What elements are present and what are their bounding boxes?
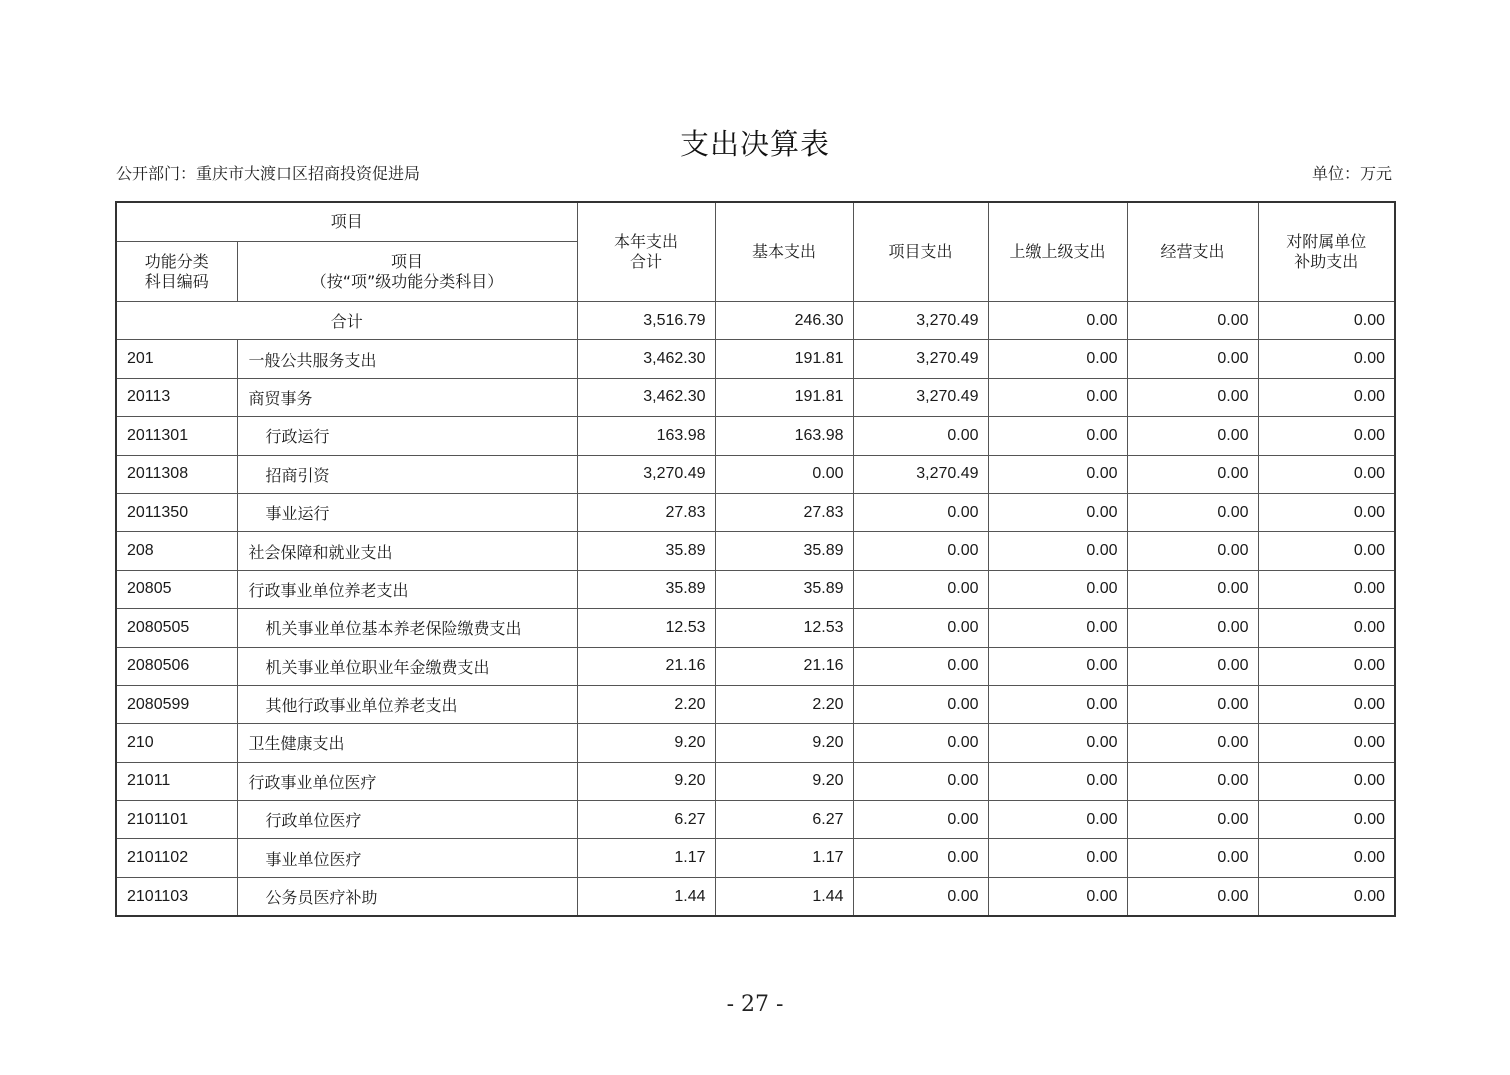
row-total: 3,270.49 xyxy=(577,455,715,493)
row-code: 20113 xyxy=(116,378,237,416)
row-name: 事业运行 xyxy=(237,493,577,531)
row-total: 2.20 xyxy=(577,685,715,723)
row-name: 机关事业单位基本养老保险缴费支出 xyxy=(237,609,577,647)
table-row xyxy=(116,762,1395,800)
row-business: 0.00 xyxy=(1127,455,1258,493)
row-total: 1.17 xyxy=(577,839,715,877)
row-project: 3,270.49 xyxy=(853,340,988,378)
item-group-header: 项目 xyxy=(116,202,577,242)
row-basic: 21.16 xyxy=(715,647,853,685)
total-business: 0.00 xyxy=(1127,302,1258,340)
row-basic: 2.20 xyxy=(715,685,853,723)
row-upper: 0.00 xyxy=(988,762,1127,800)
total-upper: 0.00 xyxy=(988,302,1127,340)
row-subsidy: 0.00 xyxy=(1258,685,1395,723)
table-row xyxy=(116,378,1395,416)
row-business: 0.00 xyxy=(1127,724,1258,762)
row-project: 0.00 xyxy=(853,417,988,455)
row-project: 0.00 xyxy=(853,609,988,647)
row-basic: 12.53 xyxy=(715,609,853,647)
row-basic: 6.27 xyxy=(715,801,853,839)
row-total: 3,462.30 xyxy=(577,378,715,416)
row-subsidy: 0.00 xyxy=(1258,877,1395,916)
row-code: 2080506 xyxy=(116,647,237,685)
row-code: 2011308 xyxy=(116,455,237,493)
row-basic: 191.81 xyxy=(715,340,853,378)
row-subsidy: 0.00 xyxy=(1258,647,1395,685)
code-header: 功能分类 科目编码 xyxy=(116,242,237,302)
total-project: 3,270.49 xyxy=(853,302,988,340)
row-subsidy: 0.00 xyxy=(1258,801,1395,839)
row-project: 0.00 xyxy=(853,570,988,608)
row-subsidy: 0.00 xyxy=(1258,724,1395,762)
row-business: 0.00 xyxy=(1127,609,1258,647)
row-total: 9.20 xyxy=(577,762,715,800)
row-code: 2080599 xyxy=(116,685,237,723)
row-basic: 1.17 xyxy=(715,839,853,877)
row-upper: 0.00 xyxy=(988,493,1127,531)
upper-header: 上缴上级支出 xyxy=(988,202,1127,302)
row-business: 0.00 xyxy=(1127,417,1258,455)
row-upper: 0.00 xyxy=(988,724,1127,762)
row-name: 行政事业单位医疗 xyxy=(237,762,577,800)
table-row xyxy=(116,340,1395,378)
row-project: 3,270.49 xyxy=(853,378,988,416)
table-row xyxy=(116,532,1395,570)
table-row xyxy=(116,647,1395,685)
row-project: 0.00 xyxy=(853,724,988,762)
row-upper: 0.00 xyxy=(988,877,1127,916)
row-project: 0.00 xyxy=(853,685,988,723)
row-name: 招商引资 xyxy=(237,455,577,493)
department-label: 公开部门：重庆市大渡口区招商投资促进局 xyxy=(116,164,421,183)
page-title: 支出决算表 xyxy=(679,127,830,161)
row-subsidy: 0.00 xyxy=(1258,609,1395,647)
row-name: 行政单位医疗 xyxy=(237,801,577,839)
row-code: 201 xyxy=(116,340,237,378)
row-total: 6.27 xyxy=(577,801,715,839)
row-code: 210 xyxy=(116,724,237,762)
row-business: 0.00 xyxy=(1127,647,1258,685)
row-name: 一般公共服务支出 xyxy=(237,340,577,378)
total-header: 本年支出 合计 xyxy=(577,202,715,302)
total-subsidy: 0.00 xyxy=(1258,302,1395,340)
unit-label: 单位：万元 xyxy=(1311,164,1392,183)
row-upper: 0.00 xyxy=(988,340,1127,378)
table-row xyxy=(116,839,1395,877)
row-upper: 0.00 xyxy=(988,417,1127,455)
row-basic: 35.89 xyxy=(715,532,853,570)
row-total: 12.53 xyxy=(577,609,715,647)
row-name: 公务员医疗补助 xyxy=(237,877,577,916)
row-code: 2101102 xyxy=(116,839,237,877)
row-name: 商贸事务 xyxy=(237,378,577,416)
row-project: 0.00 xyxy=(853,532,988,570)
row-total: 1.44 xyxy=(577,877,715,916)
row-basic: 35.89 xyxy=(715,570,853,608)
row-code: 2101101 xyxy=(116,801,237,839)
row-total: 21.16 xyxy=(577,647,715,685)
total-label: 合计 xyxy=(116,302,577,340)
business-header: 经营支出 xyxy=(1127,202,1258,302)
row-code: 2011301 xyxy=(116,417,237,455)
row-code: 2101103 xyxy=(116,877,237,916)
row-basic: 1.44 xyxy=(715,877,853,916)
row-name: 卫生健康支出 xyxy=(237,724,577,762)
row-upper: 0.00 xyxy=(988,570,1127,608)
row-code: 21011 xyxy=(116,762,237,800)
project-header: 项目支出 xyxy=(853,202,988,302)
row-project: 0.00 xyxy=(853,877,988,916)
table-row xyxy=(116,609,1395,647)
table-row xyxy=(116,493,1395,531)
row-total: 27.83 xyxy=(577,493,715,531)
row-upper: 0.00 xyxy=(988,455,1127,493)
row-subsidy: 0.00 xyxy=(1258,532,1395,570)
row-business: 0.00 xyxy=(1127,532,1258,570)
row-business: 0.00 xyxy=(1127,493,1258,531)
row-subsidy: 0.00 xyxy=(1258,762,1395,800)
table-row xyxy=(116,570,1395,608)
page-number: - 27 - xyxy=(726,992,784,1017)
row-project: 0.00 xyxy=(853,647,988,685)
row-business: 0.00 xyxy=(1127,685,1258,723)
row-business: 0.00 xyxy=(1127,839,1258,877)
row-business: 0.00 xyxy=(1127,801,1258,839)
row-total: 163.98 xyxy=(577,417,715,455)
row-project: 0.00 xyxy=(853,493,988,531)
row-code: 2011350 xyxy=(116,493,237,531)
row-subsidy: 0.00 xyxy=(1258,455,1395,493)
row-basic: 163.98 xyxy=(715,417,853,455)
row-name: 事业单位医疗 xyxy=(237,839,577,877)
row-subsidy: 0.00 xyxy=(1258,340,1395,378)
row-business: 0.00 xyxy=(1127,762,1258,800)
row-subsidy: 0.00 xyxy=(1258,839,1395,877)
row-upper: 0.00 xyxy=(988,532,1127,570)
row-project: 0.00 xyxy=(853,839,988,877)
row-subsidy: 0.00 xyxy=(1258,493,1395,531)
row-total: 35.89 xyxy=(577,570,715,608)
row-code: 2080505 xyxy=(116,609,237,647)
row-business: 0.00 xyxy=(1127,877,1258,916)
row-business: 0.00 xyxy=(1127,340,1258,378)
row-basic: 191.81 xyxy=(715,378,853,416)
subsidy-header: 对附属单位 补助支出 xyxy=(1258,202,1395,302)
total-basic: 246.30 xyxy=(715,302,853,340)
table-row xyxy=(116,801,1395,839)
row-subsidy: 0.00 xyxy=(1258,570,1395,608)
total-row xyxy=(116,302,1395,340)
table-row xyxy=(116,724,1395,762)
row-subsidy: 0.00 xyxy=(1258,417,1395,455)
row-upper: 0.00 xyxy=(988,801,1127,839)
row-code: 20805 xyxy=(116,570,237,608)
expenditure-table xyxy=(115,201,1396,917)
row-basic: 0.00 xyxy=(715,455,853,493)
row-project: 3,270.49 xyxy=(853,455,988,493)
row-basic: 27.83 xyxy=(715,493,853,531)
row-name: 行政运行 xyxy=(237,417,577,455)
row-basic: 9.20 xyxy=(715,762,853,800)
row-business: 0.00 xyxy=(1127,570,1258,608)
row-total: 35.89 xyxy=(577,532,715,570)
row-upper: 0.00 xyxy=(988,647,1127,685)
row-total: 3,462.30 xyxy=(577,340,715,378)
table-row xyxy=(116,455,1395,493)
basic-header: 基本支出 xyxy=(715,202,853,302)
row-name: 行政事业单位养老支出 xyxy=(237,570,577,608)
table-row xyxy=(116,685,1395,723)
name-header: 项目 （按“项”级功能分类科目） xyxy=(237,242,577,302)
row-name: 其他行政事业单位养老支出 xyxy=(237,685,577,723)
row-upper: 0.00 xyxy=(988,839,1127,877)
row-upper: 0.00 xyxy=(988,609,1127,647)
row-project: 0.00 xyxy=(853,762,988,800)
row-upper: 0.00 xyxy=(988,685,1127,723)
row-subsidy: 0.00 xyxy=(1258,378,1395,416)
row-name: 社会保障和就业支出 xyxy=(237,532,577,570)
table-row xyxy=(116,417,1395,455)
row-total: 9.20 xyxy=(577,724,715,762)
row-project: 0.00 xyxy=(853,801,988,839)
row-name: 机关事业单位职业年金缴费支出 xyxy=(237,647,577,685)
row-business: 0.00 xyxy=(1127,378,1258,416)
total-sum: 3,516.79 xyxy=(577,302,715,340)
row-basic: 9.20 xyxy=(715,724,853,762)
row-upper: 0.00 xyxy=(988,378,1127,416)
table-row xyxy=(116,877,1395,916)
row-code: 208 xyxy=(116,532,237,570)
